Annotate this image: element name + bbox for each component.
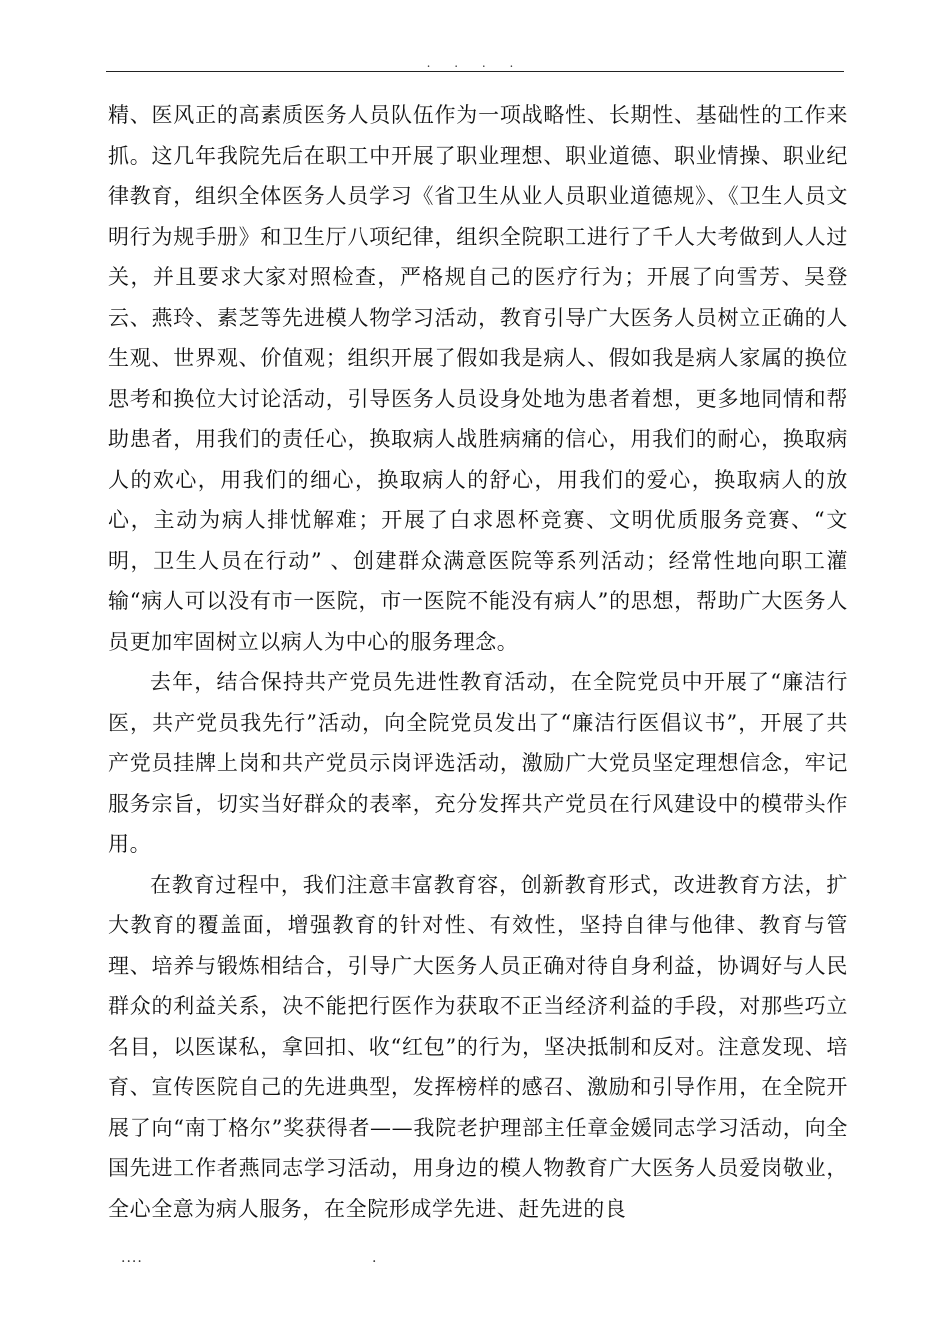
- header-marks: . . . .: [426, 56, 524, 70]
- paragraph-education-process: 在教育过程中，我们注意丰富教育容，创新教育形式，改进教育方法，扩大教育的覆盖面，增强教育的针对性、有效性，坚持自律与他律、教育与管理、培养与锻炼相结合，引导广大医务人员正确对待自身利益，协调好与人民群众的利益关系，决不能把行医作为获取不正当经济利益的手段，对那些巧立名目，以医谋私，拿回扣、收“红包”的行为，坚决抵制和反对。注意发现、培育、宣传医院自己的先进典型，发挥榜样的感召、激励和引导作用，在全院开展了向“南丁格尔”奖获得者——我院老护理部主任章金媛同志学习活动，向全国先进工作者燕同志学习活动，用身边的模人物教育广大医务人员爱岗敬业，全心全意为病人服务，在全院形成学先进、赶先进的良: [108, 872, 848, 1221]
- header-rule: [106, 71, 844, 72]
- footer-right-marks: .: [372, 1250, 377, 1266]
- paragraph-continued: 精、医风正的高素质医务人员队伍作为一项战略性、长期性、基础性的工作来抓。这几年我院先后在职工中开展了职业理想、职业道德、职业情操、职业纪律教育，组织全体医务人员学习《省卫生从业人员职业道德规》、《卫生人员文明行为规手册》和卫生厅八项纪律，组织全院职工进行了千人大考做到人人过关，并且要求大家对照检查，严格规自己的医疗行为；开展了向雪芳、吴登云、燕玲、素芝等先进模人物学习活动，教育引导广大医务人员树立正确的人生观、世界观、价值观；组织开展了假如我是病人、假如我是病人家属的换位思考和换位大讨论活动，引导医务人员设身处地为患者着想，更多地同情和帮助患者，用我们的责任心，换取病人战胜病痛的信心，用我们的耐心，换取病人的欢心，用我们的细心，换取病人的舒心，用我们的爱心，换取病人的放心，主动为病人排忧解难；开展了白求恩杯竞赛、文明优质服务竞赛、“文明，卫生人员在行动” 、创建群众满意医院等系列活动；经常性地向职工灌输“病人可以没有市一医院，市一医院不能没有病人”的思想，帮助广大医务人员更加牢固树立以病人为中心的服务理念。: [108, 103, 848, 654]
- document-body: [108, 95, 848, 1229]
- footer-left-marks: ....: [121, 1250, 143, 1266]
- paragraph-party-education: 去年，结合保持共产党员先进性教育活动，在全院党员中开展了“廉洁行医，共产党员我先行”活动，向全院党员发出了“廉洁行医倡议书”，开展了共产党员挂牌上岗和共产党员示岗评选活动，激励广大党员坚定理想信念，牢记服务宗旨，切实当好群众的表率，充分发挥共产党员在行风建设中的模带头作用。: [108, 670, 848, 856]
